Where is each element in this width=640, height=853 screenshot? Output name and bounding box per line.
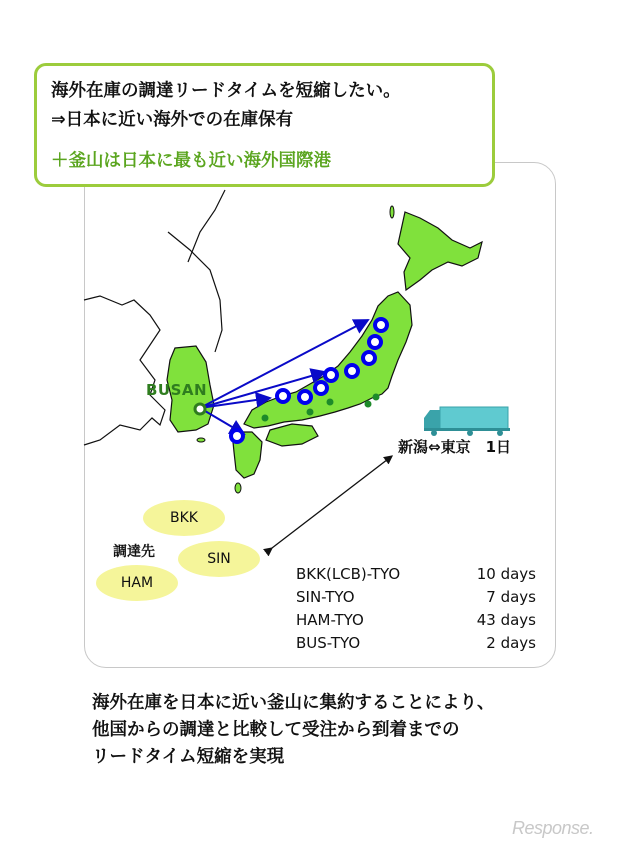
summary-text	[92, 690, 495, 771]
source-sin: SIN	[178, 541, 260, 577]
route-days: 2 days	[486, 634, 536, 652]
lead-time-row	[296, 609, 536, 632]
hokkaido	[398, 212, 482, 290]
callout-line-1: 海外在庫の調達リードタイムを短縮したい。	[51, 81, 401, 101]
busan-label: BUSAN	[146, 381, 208, 399]
lead-time-row	[296, 586, 536, 609]
summary-line-2: 他国からの調達と比較して受注から到着までの	[92, 720, 460, 740]
route-name: HAM-TYO	[296, 611, 364, 629]
truck-label: 新潟⇔東京 1日	[398, 438, 512, 456]
truck-icon	[424, 407, 510, 436]
route-name: SIN-TYO	[296, 588, 355, 606]
source-label: 調達先	[113, 544, 155, 560]
callout-line-2: ⇒日本に近い海外での在庫保有	[51, 110, 294, 130]
summary-line-1: 海外在庫を日本に近い釜山に集約することにより、	[92, 693, 495, 713]
route-name: BKK(LCB)-TYO	[296, 565, 401, 583]
mainland-outline	[84, 296, 165, 445]
lead-time-row	[296, 632, 536, 655]
honshu	[244, 292, 412, 428]
route-name: BUS-TYO	[296, 634, 361, 652]
source-ham: HAM	[96, 565, 178, 601]
route-days: 43 days	[476, 611, 536, 629]
route-days: 10 days	[476, 565, 536, 583]
busan-marker	[195, 404, 205, 414]
watermark-logo: Response.	[512, 818, 594, 838]
source-bkk: BKK	[143, 500, 225, 536]
route-days: 7 days	[486, 588, 536, 606]
summary-line-3: リードタイム短縮を実現	[92, 747, 285, 767]
shikoku	[266, 424, 318, 446]
lead-time-row	[296, 563, 536, 586]
callout-box	[34, 63, 495, 187]
distance-arrow	[272, 456, 392, 548]
callout-line-3: ＋釜山は日本に最も近い海外国際港	[51, 151, 331, 171]
lead-time-table	[296, 563, 536, 655]
